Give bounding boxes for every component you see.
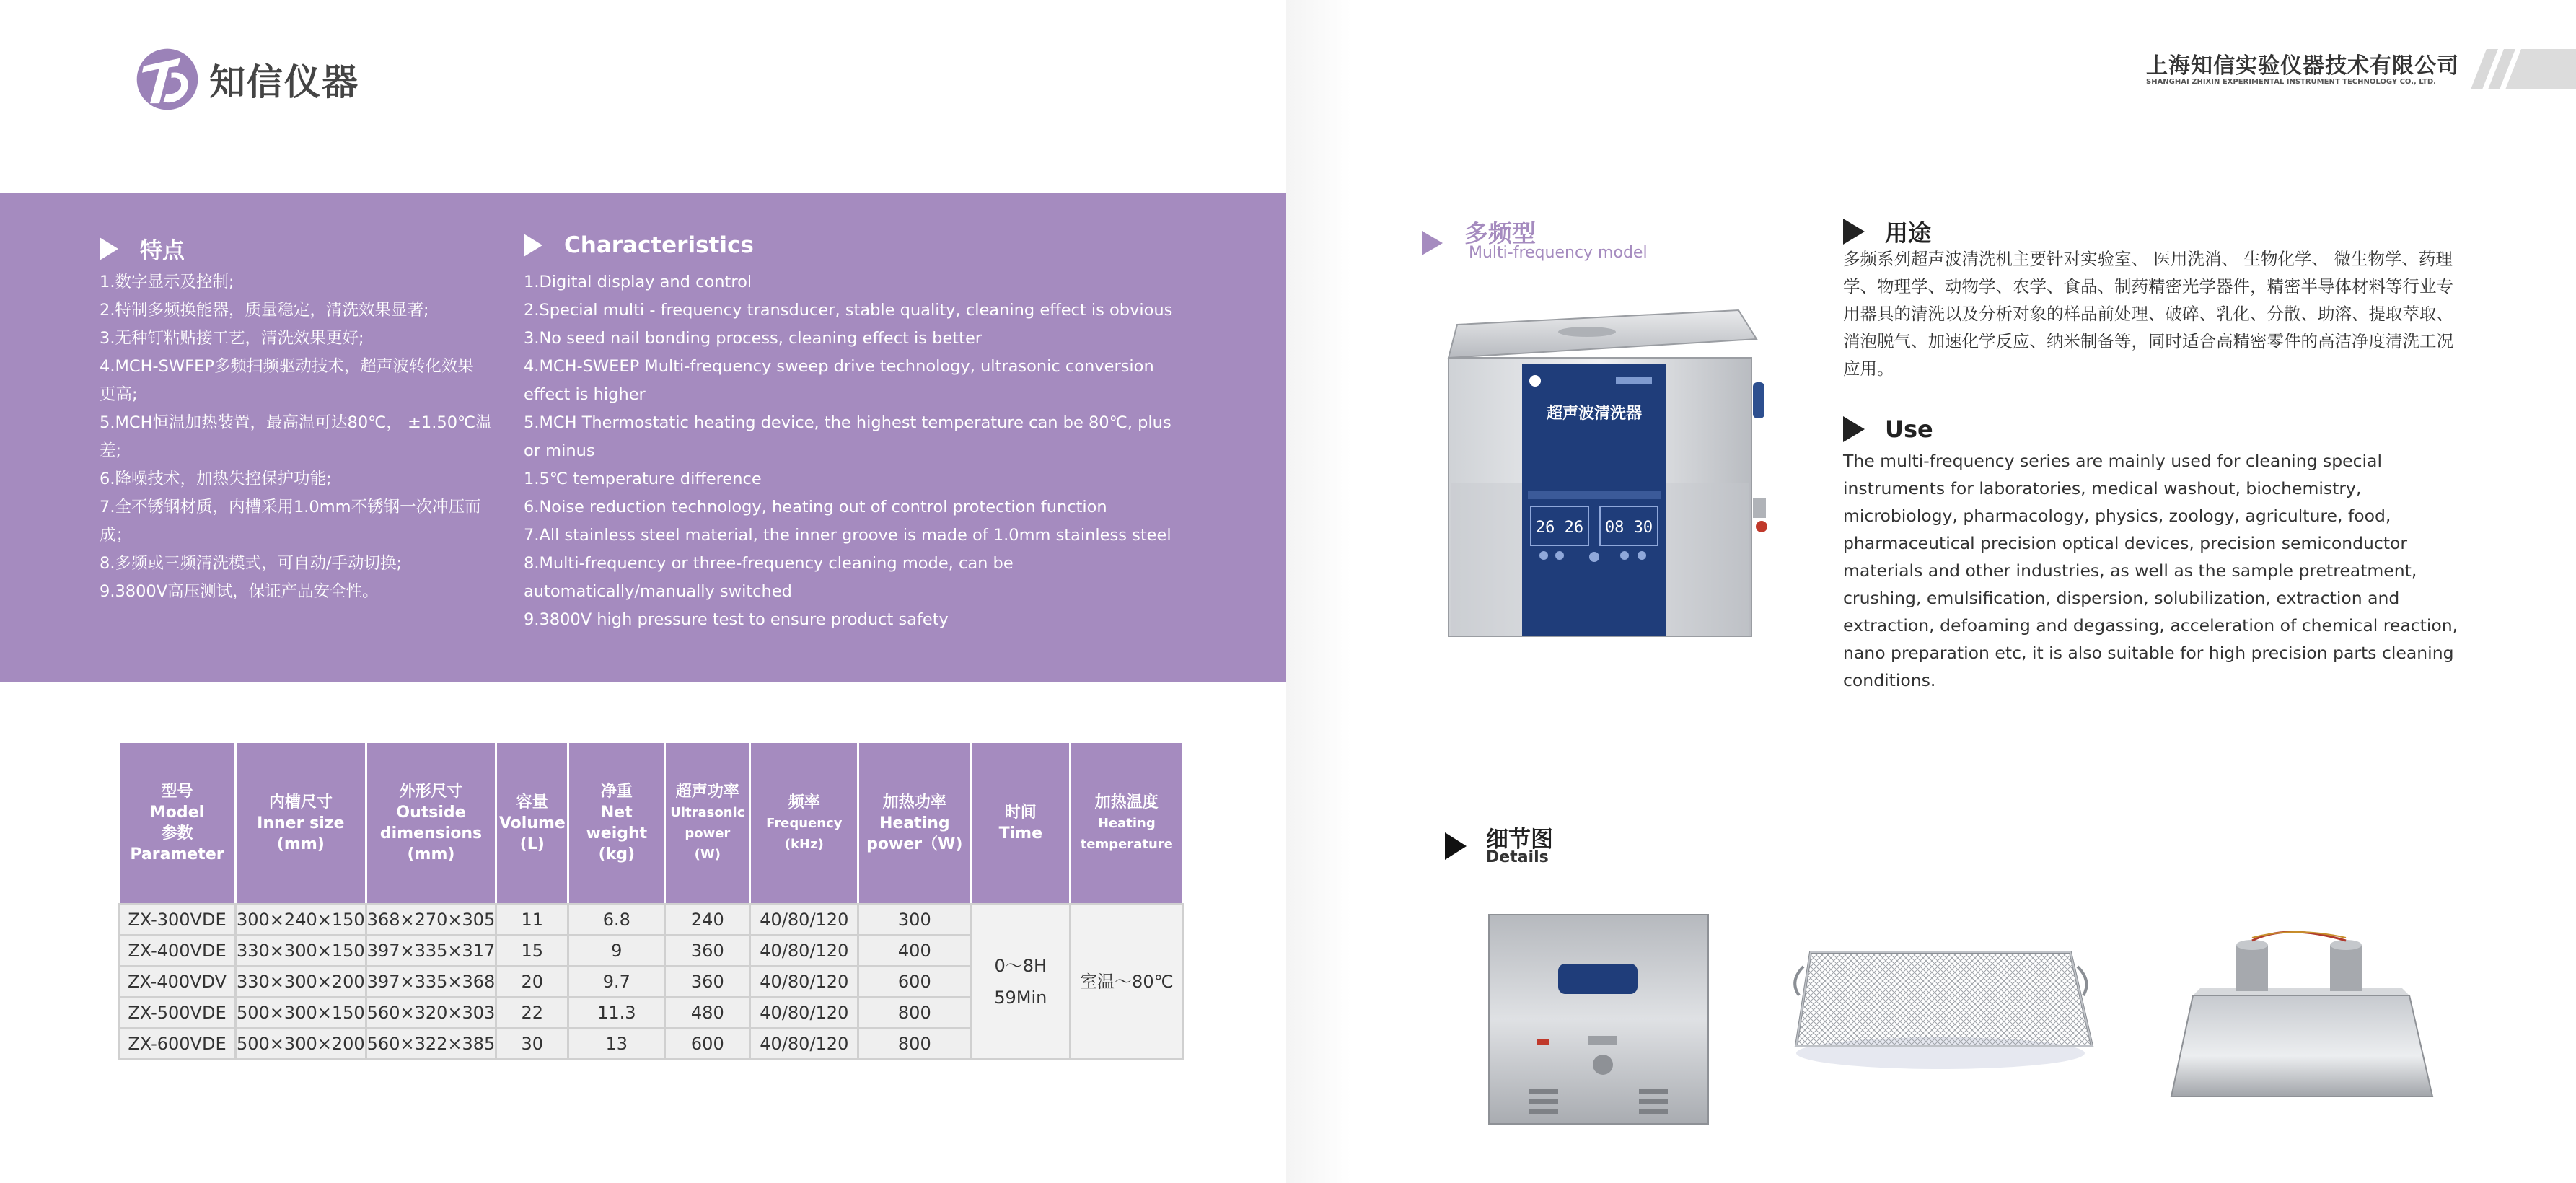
brand-logo-icon — [134, 46, 201, 113]
table-cell: 13 — [568, 1029, 665, 1060]
table-header-text: Heating — [879, 814, 950, 832]
table-header-text: Model — [149, 804, 205, 822]
table-header-text: Outside — [396, 804, 466, 822]
table-header-text: 外形尺寸 — [399, 783, 463, 801]
table-cell: 560×320×303 — [366, 998, 496, 1029]
table-cell: 300 — [858, 905, 971, 936]
brand-name: 知信仪器 — [209, 61, 359, 103]
feature-line: 4.MCH-SWEEP Multi-frequency sweep drive technology, ultrasonic conversion — [524, 357, 1154, 376]
table-header-text: 内槽尺寸 — [268, 793, 333, 812]
table-header-text: Net — [600, 804, 633, 822]
table-header-text: Heating — [1097, 815, 1156, 831]
table-row — [119, 905, 1183, 936]
table-header-cell — [1071, 742, 1183, 905]
table-cell: 40/80/120 — [750, 936, 858, 967]
table-cell: 600 — [665, 1029, 750, 1060]
table-cell: 600 — [858, 967, 971, 998]
table-cell: 11 — [496, 905, 568, 936]
feature-line: 3.No seed nail bonding process, cleaning effect is better — [524, 329, 983, 348]
table-cell: 360 — [665, 967, 750, 998]
table-header-text: 参数 — [161, 824, 193, 843]
table-cell: 15 — [496, 936, 568, 967]
table-header-text: Time — [998, 824, 1043, 843]
feature-line: 8.Multi-frequency or three-frequency cleaning mode, can be — [524, 554, 1014, 573]
details-title-en: Details — [1486, 848, 1549, 866]
triangle-bullet-icon — [524, 234, 542, 257]
table-cell: 330×300×200 — [236, 967, 366, 998]
use-cn-title: 用途 — [1885, 219, 1932, 247]
table-cell: ZX-300VDE — [119, 905, 236, 936]
table-header-text: 容量 — [516, 793, 548, 812]
features-en-list — [524, 268, 1172, 634]
triangle-bullet-icon — [100, 237, 118, 260]
feature-line: automatically/manually switched — [524, 582, 792, 601]
table-header-text: weight — [586, 824, 648, 843]
feature-line: 2.特制多频换能器，质量稳定，清洗效果显著; — [100, 301, 429, 320]
table-header-text: power（W) — [866, 835, 963, 853]
time-cell — [971, 905, 1071, 1060]
features-en-heading — [524, 232, 754, 258]
use-en-text: The multi-frequency series are mainly used for cleaning special instruments for laboratories, medical washout, biochemistry, microbiology, pharmacology, physics, zoology, agriculture, food, pharmaceutical precision optical devices, precision semiconductor materials and other industries, as well as the sample pretreatment, crushing, emulsification, dispersion, solubilization, extraction and extraction, defoaming and degassing, acceleration of chemical reaction, nano preparation etc, it is also suitable for high precision parts cleaning conditions. — [1843, 451, 2458, 690]
table-cell: 40/80/120 — [750, 998, 858, 1029]
features-band — [0, 193, 1286, 682]
feature-line: or minus — [524, 441, 595, 460]
feature-line: 更高; — [100, 385, 138, 404]
triangle-bullet-icon — [1843, 416, 1865, 442]
feature-line: 2.Special multi - frequency transducer, stable quality, cleaning effect is obvious — [524, 301, 1173, 320]
temperature-cell: 室温～80℃ — [1071, 905, 1183, 1060]
table-header-cell — [366, 742, 496, 905]
table-header-cell — [858, 742, 971, 905]
time-text: 0～8H — [994, 956, 1047, 976]
table-cell: 330×300×150 — [236, 936, 366, 967]
table-body — [119, 905, 1183, 1060]
feature-line: 5.MCH Thermostatic heating device, the highest temperature can be 80℃, plus — [524, 413, 1171, 432]
table-header-text: (mm) — [276, 835, 325, 853]
table-cell: 22 — [496, 998, 568, 1029]
table-header-cell — [568, 742, 665, 905]
table-cell: ZX-400VDE — [119, 936, 236, 967]
features-cn-title: 特点 — [140, 238, 185, 264]
page-spine-shadow — [1286, 0, 1351, 1183]
table-header-cell — [665, 742, 750, 905]
table-header-text: (kg) — [598, 845, 636, 863]
detail-basket-image — [1782, 938, 2099, 1082]
table-header-text: 净重 — [600, 783, 633, 801]
table-cell: 40/80/120 — [750, 1029, 858, 1060]
table-cell: 500×300×150 — [236, 998, 366, 1029]
table-cell: ZX-500VDE — [119, 998, 236, 1029]
table-header-text: dimensions — [379, 824, 483, 843]
table-cell: 397×335×317 — [366, 936, 496, 967]
use-cn-text: 多频系列超声波清洗机主要针对实验室、 医用洗消、 生物化学、 微生物学、药理学、物理学、动物学、农学、食品、制药精密光学器件，精密半导体材料等行业专用器具的清洗以及分析对象的样品前处理、破碎、乳化、分散、助溶、提取萃取、消泡脱气、加速化学反应、纳米制备等，同时适合高精密零件的高洁净度清洗工况应用。 — [1843, 249, 2453, 379]
model-triangle-icon — [1422, 231, 1443, 255]
table-header-text: power — [685, 826, 731, 841]
table-cell: 397×335×368 — [366, 967, 496, 998]
table-cell: ZX-600VDE — [119, 1029, 236, 1060]
table-cell: ZX-400VDV — [119, 967, 236, 998]
feature-line: 6.Noise reduction technology, heating out of control protection function — [524, 498, 1107, 516]
feature-line: 9.3800V high pressure test to ensure product safety — [524, 610, 949, 629]
table-header-text: temperature — [1080, 836, 1173, 852]
feature-line: 9.3800V高压测试，保证产品安全性。 — [100, 582, 379, 601]
feature-line: 1.数字显示及控制; — [100, 273, 234, 291]
feature-line: 成； — [100, 526, 133, 545]
company-name-en: SHANGHAI ZHIXIN EXPERIMENTAL INSTRUMENT TECHNOLOGY CO., LTD. — [2146, 78, 2436, 86]
features-cn-heading — [100, 232, 185, 265]
triangle-bullet-icon — [1843, 219, 1865, 245]
table-cell: 9 — [568, 936, 665, 967]
feature-line: 1.Digital display and control — [524, 273, 752, 291]
features-cn-list — [100, 268, 492, 606]
ultrasonic-cleaner-image — [1436, 303, 1767, 642]
table-header-text: Parameter — [130, 845, 224, 863]
table-header-text: 频率 — [788, 793, 820, 812]
table-cell: 800 — [858, 998, 971, 1029]
table-header-text: 型号 — [161, 783, 193, 801]
table-header-cell — [119, 742, 236, 905]
time-text: 59Min — [994, 988, 1047, 1008]
table-header-text: Ultrasonic — [670, 805, 745, 820]
table-header-text: 超声功率 — [675, 783, 739, 801]
feature-line: 6.降噪技术，加热失控保护功能; — [100, 470, 332, 488]
table-header-text: Inner size — [257, 814, 345, 832]
table-cell: 6.8 — [568, 905, 665, 936]
use-en-heading — [1843, 415, 1933, 443]
device-display-right: 08 30 — [1604, 519, 1653, 537]
device-panel-label: 超声波清洗器 — [1546, 405, 1643, 423]
table-header-text: Volume — [498, 814, 566, 832]
model-title-en: Multi-frequency model — [1469, 244, 1648, 262]
table-cell: 400 — [858, 936, 971, 967]
table-cell: 368×270×305 — [366, 905, 496, 936]
feature-line: 7.全不锈钢材质，内槽采用1.0mm不锈钢一次冲压而 — [100, 498, 481, 516]
use-en-title: Use — [1885, 415, 1933, 443]
feature-line: 3.无种钉粘贴接工艺，清洗效果更好; — [100, 329, 364, 348]
feature-line: 1.5℃ temperature difference — [524, 470, 762, 488]
table-header-cell — [750, 742, 858, 905]
table-cell: 240 — [665, 905, 750, 936]
table-header-text: (kHz) — [784, 836, 824, 852]
feature-line: 7.All stainless steel material, the inner groove is made of 1.0mm stainless steel — [524, 526, 1171, 545]
spec-table — [118, 741, 1184, 1060]
table-header-text: (L) — [519, 835, 545, 853]
table-header-text: Frequency — [766, 815, 843, 831]
table-header-text: 加热温度 — [1094, 793, 1159, 812]
feature-line: 5.MCH恒温加热装置，最高温可达80℃， ±1.50℃温 — [100, 413, 492, 432]
use-cn-heading — [1843, 215, 1931, 248]
company-name-cn: 上海知信实验仪器技术有限公司 — [2146, 53, 2459, 79]
feature-line: 8.多频或三频清洗模式，可自动/手动切换; — [100, 554, 403, 573]
table-cell: 30 — [496, 1029, 568, 1060]
table-cell: 9.7 — [568, 967, 665, 998]
table-cell: 11.3 — [568, 998, 665, 1029]
table-cell: 480 — [665, 998, 750, 1029]
table-cell: 560×322×385 — [366, 1029, 496, 1060]
table-cell: 360 — [665, 936, 750, 967]
detail-tank-image — [1486, 910, 1711, 1127]
details-title-cn: 细节图 — [1486, 827, 1553, 853]
table-header-cell — [496, 742, 568, 905]
features-en-title: Characteristics — [564, 232, 754, 258]
detail-transducer-image — [2164, 923, 2438, 1111]
table-header-text: 加热功率 — [882, 793, 946, 812]
feature-line: 4.MCH-SWFEP多频扫频驱动技术，超声波转化效果 — [100, 357, 474, 376]
feature-line: effect is higher — [524, 385, 646, 404]
table-header-text: 时间 — [1004, 804, 1037, 822]
table-cell: 40/80/120 — [750, 967, 858, 998]
table-header-cell — [971, 742, 1071, 905]
table-header-cell — [236, 742, 366, 905]
details-triangle-icon — [1445, 832, 1467, 860]
table-cell: 500×300×200 — [236, 1029, 366, 1060]
model-title-cn: 多频型 — [1464, 219, 1536, 247]
table-header-row — [119, 742, 1183, 905]
table-cell: 40/80/120 — [750, 905, 858, 936]
table-header-text: (W) — [694, 847, 721, 862]
feature-line: 差; — [100, 441, 122, 460]
table-cell: 300×240×150 — [236, 905, 366, 936]
header-stripes-decoration — [2471, 49, 2576, 89]
brand — [134, 45, 359, 114]
table-header-text: (mm) — [407, 845, 455, 863]
device-display-left: 26 26 — [1535, 519, 1584, 537]
table-cell: 800 — [858, 1029, 971, 1060]
table-cell: 20 — [496, 967, 568, 998]
